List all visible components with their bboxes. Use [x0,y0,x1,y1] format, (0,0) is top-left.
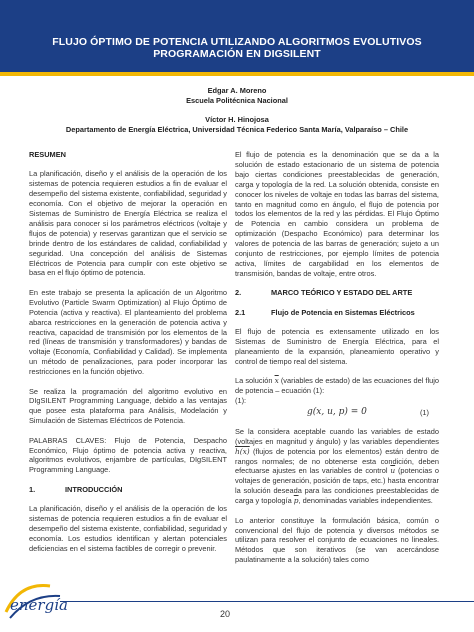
section-1-title: INTRODUCCIÓN [65,484,123,494]
right-paragraph-3 [235,376,439,406]
equation-1-number: (1) [419,407,429,417]
author-1-name: Edgar A. Moreno [207,86,267,95]
var-x: $\overline{x}$ [274,376,279,386]
right-paragraph-5: Lo anterior constituye la formulación básica, común o convencional del flujo de potencia y diversos métodos se utilizan para resolver el conjunto de ecuaciones no lineales. Métodos que son iterativos (se van acercándose paulatinamente a la solución) tales como [235,515,439,565]
paper-title-line2: PROGRAMACIÓN EN DIGSILENT [153,48,321,60]
p3-text-c: (1): [235,396,247,406]
right-column [235,150,439,575]
page-number: 20 [220,609,231,619]
section-2-heading [235,288,439,298]
p4-text-d: , denominadas variables independientes. [298,496,433,506]
author-2-affiliation: Departamento de Energía Eléctrica, Universidad Técnica Federico Santa María, Valparaíso – Chile [65,124,409,134]
p4-text-a: Se la considera aceptable cuando las variables de estado (voltajes en magnitud y ángulo) y las variables dependientes [235,426,439,446]
right-paragraph-2: El flujo de potencia es extensamente utilizado en los Sistemas de Suministro de Energía Eléctrica, para el planeamiento de la expansión, planeamiento operativo y control de tiempo real del sistema. [235,327,439,366]
p4-text-b: (flujos de potencia por los elementos) están dentro de rangos normales; de no obtenerse esta condición, deben efectuarse ajustes en las variables de control [235,446,439,476]
equation-1-body: g(x, u, p) = 0 [307,406,367,417]
equation-1 [235,408,439,418]
abstract-paragraph-1: La planificación, diseño y el análisis de la operación de los sistemas de potencia requieren estudios a fin de evaluar el desempeño del sistema existente, confiabilidad, seguridad y economía. Con el objetivo de mejorar la operación en Sistemas de Suministro de Energía Eléctrica se realiza el análisis para conocer si los parámetros eléctricos (voltaje y flujos de potencia) y reservas garantizan que el servicio se brinde dentro de los estándares de calidad, confiabilidad y seguridad. Una concepción del análisis de Sistemas Eléctricos de Potencia para cumplir con este objetivo se basa en el flujo óptimo de potencia. [29,169,227,278]
author-2-name: Víctor H. Hinojosa [205,115,269,125]
intro-paragraph: La planificación, diseño y el análisis de la operación de los sistemas de potencia requieren estudios a fin de evaluar el desempeño del sistema existente, confiabilidad, seguridad y economía. Los estudios identifican y alertan potenciales deficiencias en el sistema factibles de corregir o prevenir. [29,504,227,553]
section-2-1-title: Flujo de Potencia en Sistemas Eléctricos [271,307,415,317]
section-1-heading [29,485,227,495]
logo-wordmark: energía [10,596,68,614]
right-paragraph-1: El flujo de potencia es la denominación que se da a la solución de estado estacionario de un sistema de potencia bajo ciertas condiciones preestablecidas de generación, carga y topología de la red. La solución obtenida, consiste en conocer los niveles de voltaje en todas las barras del sistema, tanto en magnitud como en ángulo, el flujo de potencia por todos los elementos de la red y las pérdidas. El Flujo Óptimo de Potencia en cambio considera un problema de optimización (Despacho Económico) para determinar los valores de potencia de las barras de generación; sujeto a un conjunto de restricciones, por ejemplo límites de potencia activa, límites de cargabilidad en los elementos de transmisión, bandas de voltaje, entre otros. [235,150,439,278]
abstract-heading: RESUMEN [29,150,66,159]
paper-title-line1: FLUJO ÓPTIMO DE POTENCIA UTILIZANDO ALGORITMOS EVOLUTIVOS [52,36,422,48]
section-1-number: 1. [29,484,36,494]
section-2-1-heading [235,308,439,318]
keywords-paragraph: PALABRAS CLAVES: Flujo de Potencia, Despacho Económico, Flujo óptimo de potencia activa y reactiva, algoritmos evolutivos, enjambre de partículas, DIgSILENT Programming Language. [29,435,227,475]
paper-title [40,36,434,60]
section-2-1-number: 2.1 [235,307,246,317]
left-column [29,150,227,563]
var-u: $\overline{u}$ [390,466,396,476]
section-2-title: MARCO TEÓRICO Y ESTADO DEL ARTE [271,288,413,298]
abstract-paragraph-3: Se realiza la programación del algoritmo evolutivo en DIgSILENT Programming Language, debido a las ventajas que posee esta plataforma para Análisis, Modelación y Simulación de Sistemas Eléctricos de Potencia. [29,386,227,426]
abstract-paragraph-2: En este trabajo se presenta la aplicación de un Algoritmo Evolutivo (Particle Swarm Optimization) al Flujo Óptimo de Potencia (activa y reactiva). El planteamiento del problema abarca restricciones en la generación de potencia activa y reactiva, capacidad de transmisión por los elementos de la red (líneas de transmisión y transformadores) y bandas de voltaje (Economía, Confiabilidad y Calidad). Se implementa un método de penalizaciones, para poder incorporar las restricciones en la función objetivo. [29,287,227,377]
header-accent-stripe [0,72,474,76]
footer-rule [60,601,474,602]
p3-text-b: (variables de estado) de las ecuaciones del flujo de potencia – ecuación (1): [235,376,439,396]
var-p: $\overline{p}$ [293,496,299,506]
var-h-x: h(x) [235,446,250,456]
author-block [20,86,454,134]
section-2-number: 2. [235,288,242,298]
right-paragraph-4 [235,427,439,506]
p4-text-c: (potencias o voltajes de generación, posición de taps, etc.) hasta encontrar la solución deseada para las condiciones preestablecidas de carga y topología [235,466,439,506]
p3-text-a: La solución [235,376,273,386]
author-1-affiliation: Escuela Politécnica Nacional [186,95,288,105]
